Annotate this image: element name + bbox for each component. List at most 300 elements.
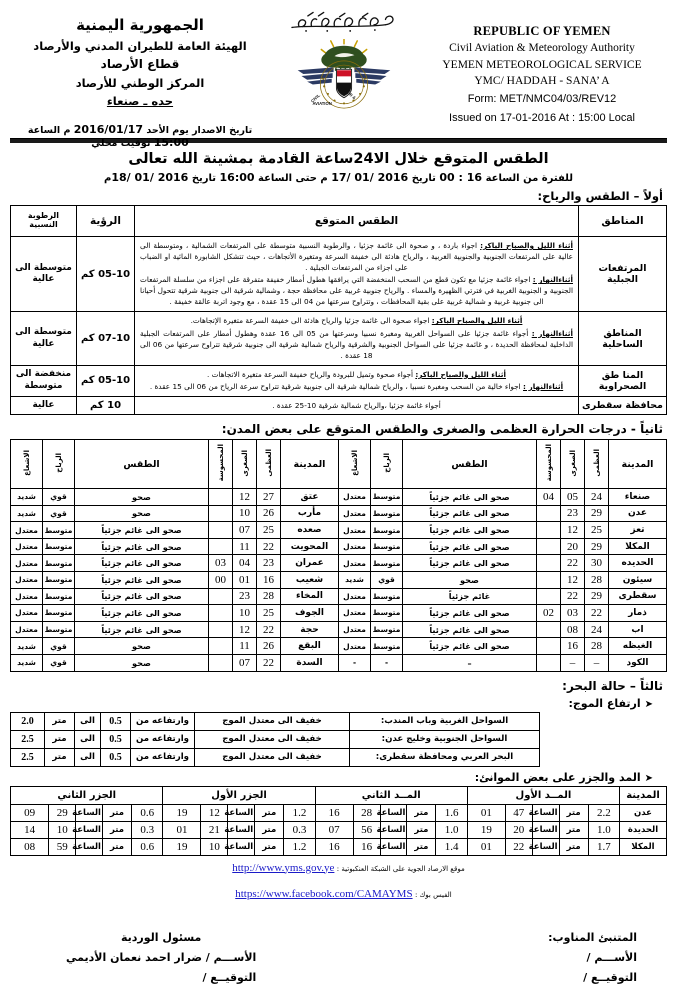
wind-left: قوي bbox=[43, 505, 75, 522]
th-max-right-label: العظمى bbox=[592, 449, 601, 477]
tide2-hour: 56 bbox=[353, 821, 380, 838]
hour-unit-tide1: الساعة bbox=[532, 821, 559, 838]
ebb2-meters: 0.3 bbox=[132, 821, 163, 838]
ebb1-minute: 01 bbox=[163, 821, 201, 838]
max-temp-left: 22 bbox=[257, 621, 281, 638]
wave-height-label: ارتفاع الموج: bbox=[568, 696, 641, 710]
city-name-right: الغيظه bbox=[609, 638, 667, 655]
felt-temp-left bbox=[209, 605, 233, 622]
coast-name: السواحل الغربية وباب المندب: bbox=[350, 712, 540, 730]
radiation-right: - bbox=[339, 654, 371, 671]
region-humidity: متوسطة الى عالية bbox=[11, 312, 77, 365]
wave-rise-label: وارتفاعه من bbox=[131, 712, 195, 730]
max-temp-left: 22 bbox=[257, 538, 281, 555]
weather-desc-right: صحو bbox=[403, 571, 537, 588]
th-wind-right bbox=[371, 440, 403, 489]
ebb2-hour: 29 bbox=[49, 804, 76, 821]
region-visibility: 07-10 كم bbox=[77, 312, 135, 365]
section3-heading: ثالثاً – حالة البحر: bbox=[562, 678, 663, 693]
city-name-left: حجة bbox=[281, 621, 339, 638]
wave-unit: متر bbox=[45, 712, 75, 730]
weather-regions-table bbox=[10, 205, 667, 415]
weather-desc-right: غائم جزئياً bbox=[403, 588, 537, 605]
weather-desc-right: صحو الى غائم جزئياً bbox=[403, 605, 537, 622]
bullet-arrow-icon: ➤ bbox=[644, 698, 653, 710]
felt-temp-right bbox=[537, 522, 561, 539]
tide2-meters: 1.4 bbox=[436, 838, 467, 855]
th-tide-city: المدينة bbox=[620, 786, 667, 804]
day-label: أثناءالنهار : bbox=[532, 275, 573, 285]
ebb1-meters: 1.2 bbox=[284, 838, 315, 855]
coast-name: البحر العربي ومحافظة سقطرى: bbox=[350, 748, 540, 766]
wind-left: متوسط bbox=[43, 605, 75, 622]
radiation-left: شديد bbox=[11, 638, 43, 655]
forecaster-sign: التوقيــع / bbox=[583, 971, 637, 985]
th-weather-left: الطقس bbox=[75, 440, 209, 489]
tide2-meters: 1.6 bbox=[436, 804, 467, 821]
signature-block bbox=[10, 928, 667, 989]
radiation-right: معتدل bbox=[339, 605, 371, 622]
th-ebb1: الجزر الأول bbox=[163, 786, 315, 804]
tide1-hour: 20 bbox=[505, 821, 532, 838]
radiation-right: شديد bbox=[339, 571, 371, 588]
weather-desc-left: صحو الى غائم جزئياً bbox=[75, 571, 209, 588]
tide-city: المكلا bbox=[620, 838, 667, 855]
meter-unit-tide1: متر bbox=[559, 804, 588, 821]
night-label: أثناء الليل والصباح الباكر: bbox=[415, 369, 506, 379]
table-row bbox=[11, 638, 667, 655]
table-row bbox=[11, 538, 667, 555]
city-name-left: السدة bbox=[281, 654, 339, 671]
tide2-minute: 07 bbox=[315, 821, 353, 838]
th-tide1: المــد الأول bbox=[467, 786, 619, 804]
meter-unit-ebb2: متر bbox=[102, 838, 131, 855]
table-row bbox=[11, 605, 667, 622]
weather-desc-left: صحو الى غائم جزئياً bbox=[75, 621, 209, 638]
region-name: محافظة سقطرى bbox=[579, 396, 667, 414]
max-temp-right: 29 bbox=[585, 505, 609, 522]
region-forecast-text bbox=[135, 237, 579, 312]
city-name-left: مأرب bbox=[281, 505, 339, 522]
tide-label: المد والجزر على بعض الموانئ: bbox=[474, 770, 641, 784]
hour-unit-ebb2: الساعة bbox=[76, 821, 103, 838]
supervisor-title: مسئول الوردية bbox=[120, 930, 202, 944]
header-arabic-block bbox=[10, 6, 270, 149]
th-expected-weather: الطقس المتوقع bbox=[135, 206, 579, 237]
sea-state-row bbox=[11, 730, 540, 748]
wind-left: قوي bbox=[43, 654, 75, 671]
radiation-right: معتدل bbox=[339, 505, 371, 522]
weather-desc-left: صحو الى غائم جزئياً bbox=[75, 588, 209, 605]
issued-on-line: Issued on 17-01-2016 At : 15:00 Local bbox=[449, 112, 635, 125]
tide1-meters: 1.7 bbox=[588, 838, 619, 855]
felt-temp-left bbox=[209, 638, 233, 655]
wind-right: متوسط bbox=[371, 605, 403, 622]
wave-to-label: الى bbox=[75, 748, 101, 766]
th-min-left-label: الصغرى bbox=[240, 449, 249, 477]
tide1-meters: 1.0 bbox=[588, 821, 619, 838]
th-visibility: الرؤية bbox=[77, 206, 135, 237]
felt-temp-right: 02 bbox=[537, 605, 561, 622]
ebb1-minute: 19 bbox=[163, 838, 201, 855]
radiation-left: شديد bbox=[11, 505, 43, 522]
weather-desc-right: صحو الى غائم جزئياً bbox=[403, 505, 537, 522]
th-radiation-left-label: الاشعاع bbox=[22, 450, 31, 476]
min-temp-right: 08 bbox=[561, 621, 585, 638]
ebb1-minute: 19 bbox=[163, 804, 201, 821]
wind-left: متوسط bbox=[43, 555, 75, 572]
min-temp-left: 04 bbox=[233, 555, 257, 572]
form-number: Form: MET/NMC04/03/REV12 bbox=[467, 93, 617, 106]
wind-right: متوسط bbox=[371, 621, 403, 638]
wave-from: 0.5 bbox=[101, 730, 131, 748]
weather-desc-right: صحو الى غائم جزئياً bbox=[403, 522, 537, 539]
wave-to: 2.0 bbox=[11, 712, 45, 730]
table-row bbox=[11, 621, 667, 638]
hour-unit-ebb1: الساعة bbox=[228, 821, 255, 838]
region-name: المناطق الساحلية bbox=[579, 312, 667, 365]
felt-temp-left bbox=[209, 654, 233, 671]
weather-desc-left: صحو bbox=[75, 505, 209, 522]
min-temp-left: 12 bbox=[233, 489, 257, 506]
max-temp-left: 23 bbox=[257, 555, 281, 572]
max-temp-left: 25 bbox=[257, 605, 281, 622]
min-temp-left: 10 bbox=[233, 605, 257, 622]
th-wind-left-label: الرياح bbox=[54, 453, 63, 473]
facebook-link[interactable]: https://www.facebook.com/CAMAYMS bbox=[235, 887, 413, 900]
links-block bbox=[10, 862, 667, 900]
wind-right: متوسط bbox=[371, 505, 403, 522]
wind-left: متوسط bbox=[43, 522, 75, 539]
wave-to: 2.5 bbox=[11, 748, 45, 766]
felt-temp-right bbox=[537, 571, 561, 588]
table-row bbox=[11, 489, 667, 506]
header-emblem-block bbox=[279, 6, 409, 111]
weather-desc-left: صحو الى غائم جزئياً bbox=[75, 555, 209, 572]
city-name-right: المكلا bbox=[609, 538, 667, 555]
city-name-right: سيئون bbox=[609, 571, 667, 588]
weather-desc-right: – bbox=[403, 654, 537, 671]
facebook-label: الفيس بوك : bbox=[414, 890, 452, 899]
ebb1-hour: 10 bbox=[201, 838, 228, 855]
table-header-row bbox=[11, 206, 667, 237]
hour-unit-ebb2: الساعة bbox=[76, 838, 103, 855]
day-forecast: أثناءالنهار : اجواء خالية من السحب ومغبرة نسبيا ، والرياح شمالية شرقية الى جنوبية شرقية تتراوح سرعة الرياح من 06 الى 15 عقدة . bbox=[149, 381, 564, 391]
region-row bbox=[11, 237, 667, 312]
wind-right: متوسط bbox=[371, 489, 403, 506]
night-label: أثناء الليل والصباح الباكر: bbox=[480, 241, 573, 250]
min-temp-right: 22 bbox=[561, 588, 585, 605]
weather-desc-right: صحو الى غائم جزئياً bbox=[403, 489, 537, 506]
address-line: YMC/ HADDAH - SANA’ A bbox=[474, 75, 610, 88]
weather-desc-left: صحو bbox=[75, 654, 209, 671]
th-min-left bbox=[233, 440, 257, 489]
section2-heading: ثانياً - درجات الحرارة العظمى والصغرى والطقس المتوقع على بعض المدن: bbox=[221, 422, 663, 437]
radiation-right: معتدل bbox=[339, 588, 371, 605]
wave-height-heading bbox=[10, 697, 653, 710]
tide1-hour: 47 bbox=[505, 804, 532, 821]
max-temp-left: 28 bbox=[257, 588, 281, 605]
region-forecast-text bbox=[135, 312, 579, 365]
republic-arabic: الجمهورية اليمنية bbox=[76, 16, 204, 34]
th-city-right: المدينة bbox=[609, 440, 667, 489]
hour-unit-tide1: الساعة bbox=[532, 804, 559, 821]
min-temp-right: 20 bbox=[561, 538, 585, 555]
night-label: أثناء الليل والصباح الباكر: bbox=[431, 316, 523, 326]
wind-left: متوسط bbox=[43, 571, 75, 588]
ebb1-hour: 12 bbox=[201, 804, 228, 821]
supervisor-sign: التوقيــع / bbox=[202, 971, 257, 985]
region-row bbox=[11, 312, 667, 365]
table-row bbox=[11, 571, 667, 588]
max-temp-right: 28 bbox=[585, 638, 609, 655]
city-name-left: شعيب bbox=[281, 571, 339, 588]
region-visibility: 05-10 كم bbox=[77, 365, 135, 396]
region-forecast-text: أجواء غائمة جزئيا ،والرياح شمالية شرقية 10-25 عقدة . bbox=[135, 396, 579, 414]
city-name-left: المخاء bbox=[281, 588, 339, 605]
radiation-left: معتدل bbox=[11, 588, 43, 605]
wind-right: - bbox=[371, 654, 403, 671]
wind-right: قوي bbox=[371, 571, 403, 588]
hour-unit-ebb1: الساعة bbox=[228, 804, 255, 821]
svg-text:CIVIL: CIVIL bbox=[309, 92, 321, 104]
sea-state-table bbox=[10, 712, 540, 767]
night-forecast: أثناء الليل والصباح الباكر: اجواء صحوة الى غائمة جزئيا والرياح هادئة الى خفيفة السرعة متغيرة الإتجاهات. bbox=[190, 316, 523, 326]
location-arabic: حده ـ صنعاء bbox=[106, 94, 174, 109]
th-wind-left bbox=[43, 440, 75, 489]
min-temp-right: 12 bbox=[561, 522, 585, 539]
coast-name: السواحل الجنوبية وخليج عدن: bbox=[350, 730, 540, 748]
region-humidity: متوسطة الى عالية bbox=[11, 237, 77, 312]
city-temperatures-table bbox=[10, 439, 667, 672]
tide1-meters: 2.2 bbox=[588, 804, 619, 821]
city-name-right: الكود bbox=[609, 654, 667, 671]
hour-unit-tide1: الساعة bbox=[532, 838, 559, 855]
issue-datetime-arabic bbox=[10, 123, 270, 149]
city-name-left: المحويت bbox=[281, 538, 339, 555]
felt-temp-right bbox=[537, 505, 561, 522]
felt-temp-left bbox=[209, 588, 233, 605]
radiation-left: معتدل bbox=[11, 621, 43, 638]
hour-unit-tide2: الساعة bbox=[380, 821, 407, 838]
felt-temp-right bbox=[537, 555, 561, 572]
sector-arabic: قطاع الأرصاد bbox=[100, 56, 180, 71]
document-header bbox=[10, 6, 667, 149]
issue-post: توقيت محلي bbox=[91, 137, 151, 149]
max-temp-left: 25 bbox=[257, 522, 281, 539]
bullet-arrow-icon-2: ➤ bbox=[644, 772, 653, 784]
city-name-left: البقع bbox=[281, 638, 339, 655]
max-temp-left: 22 bbox=[257, 654, 281, 671]
max-temp-right: 28 bbox=[585, 571, 609, 588]
forecast-period bbox=[10, 171, 667, 184]
weather-desc-left: صحو bbox=[75, 489, 209, 506]
th-felt-right bbox=[537, 440, 561, 489]
th-max-right bbox=[585, 440, 609, 489]
min-temp-right: 16 bbox=[561, 638, 585, 655]
wind-right: متوسط bbox=[371, 522, 403, 539]
wind-right: متوسط bbox=[371, 555, 403, 572]
felt-temp-right bbox=[537, 638, 561, 655]
meter-unit-ebb1: متر bbox=[255, 838, 284, 855]
min-temp-right: 22 bbox=[561, 555, 585, 572]
th-humidity: الرطوبة النسبية bbox=[11, 206, 77, 237]
shift-supervisor-signature bbox=[66, 928, 256, 989]
max-temp-right: 30 bbox=[585, 555, 609, 572]
city-name-left: الجوف bbox=[281, 605, 339, 622]
tide-header-row bbox=[11, 786, 667, 804]
max-temp-left: 27 bbox=[257, 489, 281, 506]
max-temp-left: 26 bbox=[257, 505, 281, 522]
wave-state: خفيف الى معتدل الموج bbox=[195, 712, 350, 730]
tide1-minute: 01 bbox=[467, 838, 505, 855]
felt-temp-right: 04 bbox=[537, 489, 561, 506]
svg-text:AVIATION: AVIATION bbox=[311, 101, 332, 107]
website-link[interactable]: http://www.yms.gov.ye bbox=[232, 861, 335, 874]
region-humidity: عالية bbox=[11, 396, 77, 414]
facebook-row bbox=[10, 888, 667, 900]
max-temp-right: 25 bbox=[585, 522, 609, 539]
wind-right: متوسط bbox=[371, 638, 403, 655]
felt-temp-left bbox=[209, 505, 233, 522]
min-temp-left: 07 bbox=[233, 654, 257, 671]
city-name-right: تعز bbox=[609, 522, 667, 539]
tide-city: عدن bbox=[620, 804, 667, 821]
night-forecast: أثناء الليل والصباح الباكر: أجواء صحوة وتميل للبرودة والرياح خفيفة السرعة متغيرة الاتجاهات . bbox=[207, 369, 506, 379]
center-arabic: المركز الوطني للأرصاد bbox=[75, 76, 205, 91]
tide2-hour: 28 bbox=[353, 804, 380, 821]
city-name-right: سقطرى bbox=[609, 588, 667, 605]
radiation-left: شديد bbox=[11, 489, 43, 506]
max-temp-right: 29 bbox=[585, 538, 609, 555]
ebb2-minute: 09 bbox=[11, 804, 49, 821]
max-temp-left: 16 bbox=[257, 571, 281, 588]
tide2-minute: 16 bbox=[315, 838, 353, 855]
basmala-icon bbox=[284, 8, 404, 38]
period-suffix: م bbox=[104, 173, 112, 184]
wind-left: قوي bbox=[43, 638, 75, 655]
weather-desc-left: صحو bbox=[75, 638, 209, 655]
city-name-right: صنعاء bbox=[609, 489, 667, 506]
wave-state: خفيف الى معتدل الموج bbox=[195, 748, 350, 766]
min-temp-right: – bbox=[561, 654, 585, 671]
meter-unit-tide1: متر bbox=[559, 838, 588, 855]
period-date-label-1: تاريخ bbox=[411, 173, 436, 184]
tide2-minute: 16 bbox=[315, 804, 353, 821]
th-max-left-label: العظمى bbox=[264, 449, 273, 477]
ebb1-meters: 1.2 bbox=[284, 804, 315, 821]
th-felt-right-label: المحسوسة bbox=[544, 444, 553, 482]
wind-right: متوسط bbox=[371, 588, 403, 605]
meter-unit-tide2: متر bbox=[407, 804, 436, 821]
max-temp-left: 26 bbox=[257, 638, 281, 655]
tide-heading bbox=[10, 771, 653, 784]
wave-from: 0.5 bbox=[101, 712, 131, 730]
felt-temp-right bbox=[537, 538, 561, 555]
th-ebb2: الجزر الثاني bbox=[11, 786, 163, 804]
wind-left: قوي bbox=[43, 489, 75, 506]
max-temp-right: 24 bbox=[585, 489, 609, 506]
felt-temp-left: 03 bbox=[209, 555, 233, 572]
radiation-right: معتدل bbox=[339, 522, 371, 539]
period-to-time: 16:00 bbox=[219, 171, 255, 184]
city-name-right: ذمار bbox=[609, 605, 667, 622]
th-felt-left-label: المحسوسة bbox=[216, 444, 225, 482]
page-title: الطقس المتوقع خلال الا24ساعة القادمة بمشينة الله تعالى bbox=[128, 151, 549, 167]
th-min-right-label: الصغرى bbox=[568, 449, 577, 477]
ebb2-minute: 08 bbox=[11, 838, 49, 855]
min-temp-right: 23 bbox=[561, 505, 585, 522]
civil-aviation-meteorology-emblem-icon bbox=[292, 39, 396, 111]
authority-line: Civil Aviation & Meteorology Authority bbox=[449, 42, 635, 55]
felt-temp-left bbox=[209, 621, 233, 638]
th-weather-right: الطقس bbox=[403, 440, 537, 489]
day-label: أثناءالنهار : bbox=[523, 381, 564, 391]
min-temp-left: 12 bbox=[233, 621, 257, 638]
meter-unit-ebb2: متر bbox=[102, 804, 131, 821]
felt-temp-left bbox=[209, 538, 233, 555]
website-row bbox=[10, 862, 667, 874]
temp-header-row bbox=[11, 440, 667, 489]
header-english-block bbox=[417, 6, 667, 127]
min-temp-left: 11 bbox=[233, 638, 257, 655]
felt-temp-left bbox=[209, 522, 233, 539]
hour-unit-tide2: الساعة bbox=[380, 838, 407, 855]
meter-unit-tide2: متر bbox=[407, 821, 436, 838]
weather-desc-left: صحو الى غائم جزئياً bbox=[75, 522, 209, 539]
tide2-hour: 16 bbox=[353, 838, 380, 855]
min-temp-left: 23 bbox=[233, 588, 257, 605]
city-name-right: الحديده bbox=[609, 555, 667, 572]
website-label: موقع الارصاد الجوية على الشبكة العنكبوتية : bbox=[336, 864, 465, 873]
wind-left: متوسط bbox=[43, 538, 75, 555]
meter-unit-ebb2: متر bbox=[102, 821, 131, 838]
min-temp-right: 03 bbox=[561, 605, 585, 622]
wave-rise-label: وارتفاعه من bbox=[131, 730, 195, 748]
th-wind-right-label: الرياح bbox=[382, 453, 391, 473]
wave-from: 0.5 bbox=[101, 748, 131, 766]
max-temp-right: – bbox=[585, 654, 609, 671]
ebb2-meters: 0.6 bbox=[132, 804, 163, 821]
min-temp-left: 11 bbox=[233, 538, 257, 555]
region-visibility: 05-10 كم bbox=[77, 237, 135, 312]
max-temp-right: 22 bbox=[585, 605, 609, 622]
ebb2-minute: 14 bbox=[11, 821, 49, 838]
ebb1-meters: 0.3 bbox=[284, 821, 315, 838]
city-name-left: صعده bbox=[281, 522, 339, 539]
wind-left: متوسط bbox=[43, 588, 75, 605]
min-temp-left: 10 bbox=[233, 505, 257, 522]
max-temp-right: 24 bbox=[585, 621, 609, 638]
th-radiation-right bbox=[339, 440, 371, 489]
day-label: أثناءالنهار : bbox=[531, 328, 573, 338]
hour-unit-ebb2: الساعة bbox=[76, 804, 103, 821]
hour-unit-tide2: الساعة bbox=[380, 804, 407, 821]
forecaster-signature bbox=[548, 928, 637, 989]
tide1-hour: 22 bbox=[505, 838, 532, 855]
sea-state-row bbox=[11, 712, 540, 730]
radiation-left: معتدل bbox=[11, 605, 43, 622]
table-row bbox=[11, 555, 667, 572]
section1-heading: أولاً – الطقس والرياح: bbox=[537, 189, 663, 203]
republic-of-yemen-line: REPUBLIC OF YEMEN bbox=[473, 24, 611, 38]
radiation-left: معتدل bbox=[11, 522, 43, 539]
th-felt-left bbox=[209, 440, 233, 489]
issue-pre: تاريخ الاصدار يوم الأحد bbox=[146, 124, 253, 136]
issue-date: 2016/01/17 bbox=[73, 122, 144, 136]
wave-to: 2.5 bbox=[11, 730, 45, 748]
meter-unit-tide1: متر bbox=[559, 821, 588, 838]
